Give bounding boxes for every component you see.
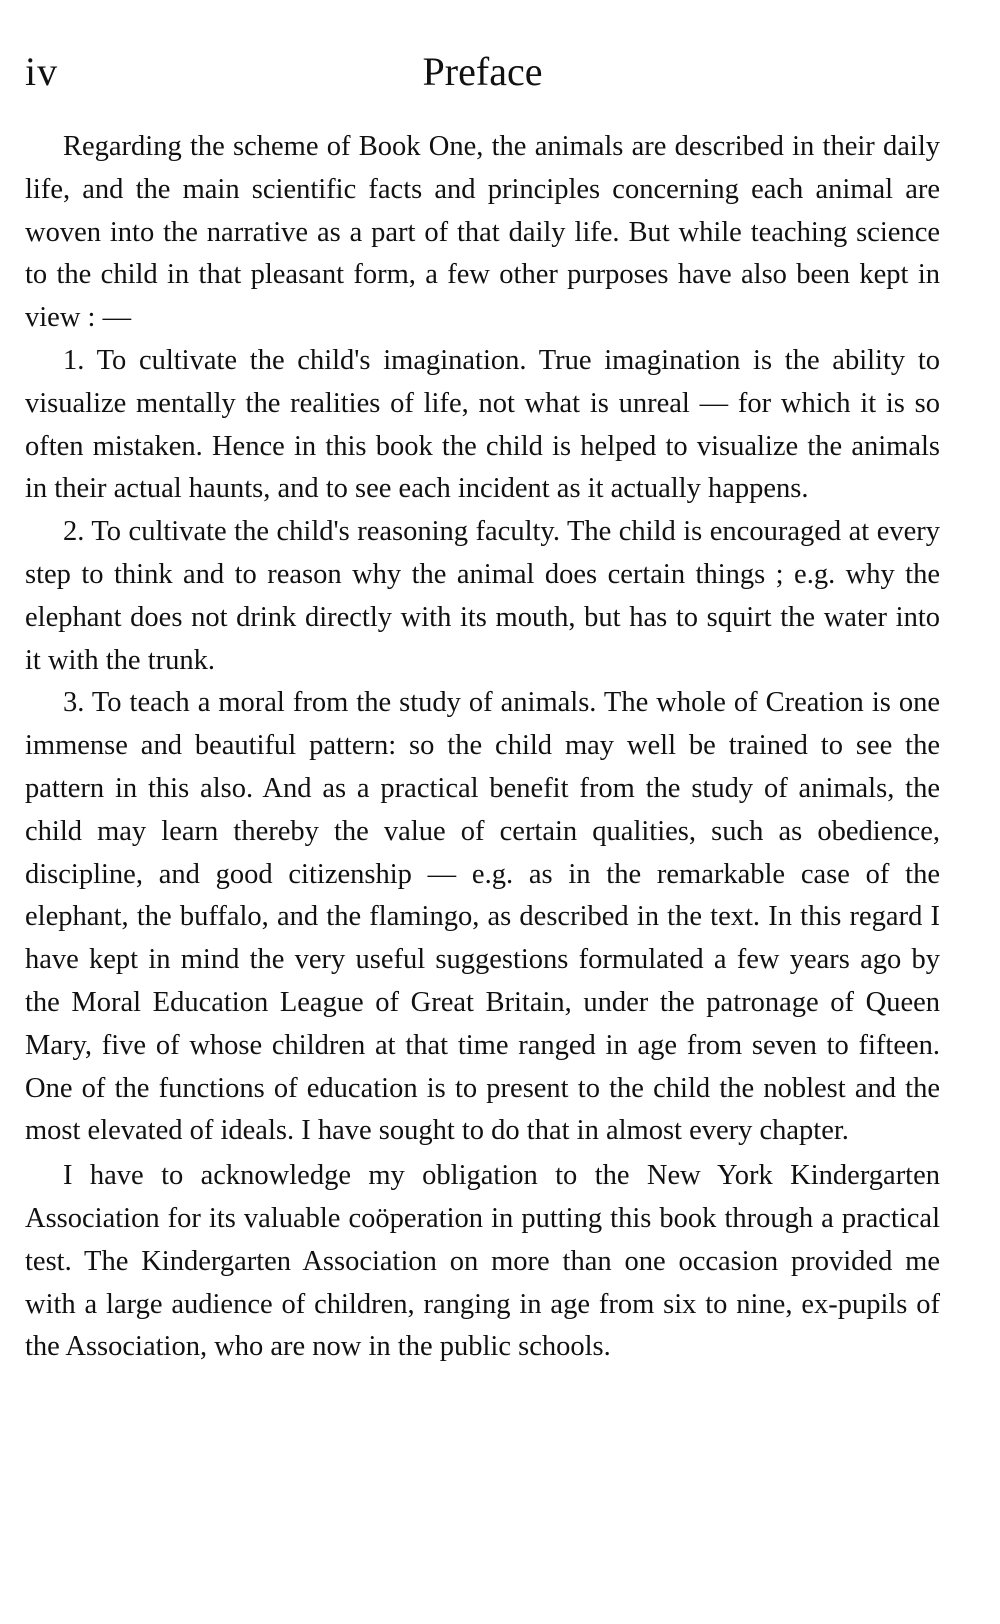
page-number: iv <box>25 49 59 94</box>
book-page <box>25 40 940 1369</box>
paragraph-imagination: 1. To cultivate the child's imagination. True imagination is the ability to visualize mentally the realities of life, not what is unreal — for which it is so often mistaken. Hence in this book the child is helped to visualize the animals in their actual haunts, and to see each incident as it actually happens. <box>25 344 940 505</box>
preface-body <box>25 126 940 1369</box>
paragraph-moral: 3. To teach a moral from the study of animals. The whole of Creation is one immense and beautiful pattern: so the child may well be trained to see the pattern in this also. And as a practical benefit from the study of animals, the child may learn thereby the value of certain qualities, such as obedience, discipline, and good citizenship — e.g. as in the remarkable case of the elephant, the buffalo, and the flamingo, as described in the text. In this regard I have kept in mind the very useful suggestions formulated a few years ago by the Moral Education League of Great Britain, under the patronage of Queen Mary, five of whose children at that time ranged in age from seven to fifteen. One of the functions of education is to present to the child the noblest and the most elevated of ideals. I have sought to do that in almost every chapter. <box>25 687 940 1147</box>
running-head <box>25 40 940 112</box>
paragraph-acknowledgement: I have to acknowledge my obligation to the New York Kindergarten Association for its valuable coöperation in putting this book through a practical test. The Kindergarten Association on more than one occasion provided me with a large audience of children, ranging in age from six to nine, ex-pupils of the Association, who are now in the public schools. <box>25 1160 940 1363</box>
running-title: Preface <box>422 49 543 94</box>
paragraph-reasoning: 2. To cultivate the child's reasoning faculty. The child is encouraged at every step to think and to reason why the animal does certain things ; e.g. why the elephant does not drink directly with its mouth, but has to squirt the water into it with the trunk. <box>25 516 940 676</box>
paragraph-scheme: Regarding the scheme of Book One, the animals are described in their daily life, and the main scientific facts and principles concerning each animal are woven into the narrative as a part of that daily life. But while teaching science to the child in that pleasant form, a few other purposes have also been kept in view : — <box>25 131 940 334</box>
